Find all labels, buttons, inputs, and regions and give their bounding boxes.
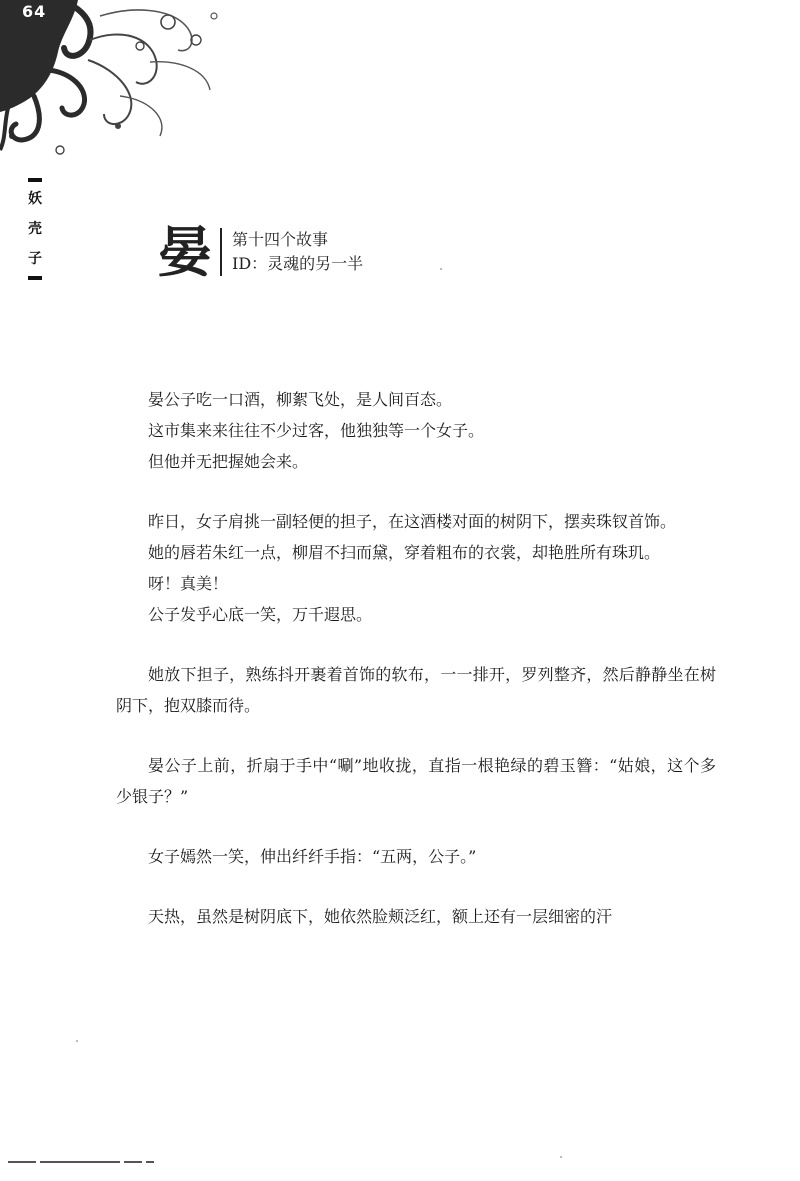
- paragraph: 但他并无把握她会来。: [148, 452, 309, 471]
- chapter-character: 晏: [158, 220, 212, 284]
- footer-rule: [8, 1160, 168, 1163]
- paragraph: 晏公子上前，折扇于手中“唰”地收拢，直指一根艳绿的碧玉簪：“姑娘，这个多少银子？”: [116, 756, 716, 806]
- footer-rule-segment: [146, 1161, 154, 1163]
- paragraph: 晏公子吃一口酒，柳絮飞处，是人间百态。: [148, 390, 453, 409]
- paragraph: 女子嫣然一笑，伸出纤纤手指：“五两，公子。”: [148, 847, 477, 866]
- paragraph: 她放下担子，熟练抖开裹着首饰的软布，一一排开，罗列整齐，然后静静坐在树阴下，抱双膝而待。: [116, 665, 716, 715]
- paragraph: 天热，虽然是树阴底下，她依然脸颊泛红，额上还有一层细密的汗: [148, 907, 613, 926]
- side-title-bracket-top: [28, 178, 42, 182]
- scan-speck: [560, 1156, 562, 1158]
- chapter-subtitle: [232, 228, 363, 276]
- chapter-number: 第十四个故事: [232, 230, 329, 249]
- scan-speck: [76, 1040, 78, 1042]
- side-title-char: 妖: [28, 191, 42, 207]
- footer-rule-segment: [124, 1161, 142, 1163]
- side-title-char: 子: [28, 251, 42, 267]
- chapter-id: ID：灵魂的另一半: [232, 254, 364, 273]
- chapter-heading: [158, 222, 363, 282]
- chapter-divider: [220, 228, 222, 276]
- footer-rule-segment: [8, 1161, 36, 1163]
- scan-speck: [440, 268, 442, 270]
- story-body: [116, 384, 716, 932]
- paragraph: 昨日，女子肩挑一副轻便的担子，在这酒楼对面的树阴下，摆卖珠钗首饰。: [148, 512, 677, 531]
- page-number: 64: [22, 2, 47, 21]
- paragraph: 呀！真美！: [148, 574, 229, 593]
- side-running-title: [20, 176, 50, 282]
- side-title-char: 壳: [28, 221, 42, 237]
- side-title-bracket-bottom: [28, 276, 42, 280]
- octopus-swirl-ornament-icon: [0, 0, 230, 170]
- paragraph: 她的唇若朱红一点，柳眉不扫而黛，穿着粗布的衣裳，却艳胜所有珠玑。: [148, 543, 661, 562]
- paragraph: 这市集来来往往不少过客，他独独等一个女子。: [148, 421, 485, 440]
- footer-rule-segment: [40, 1161, 120, 1163]
- paragraph: 公子发乎心底一笑，万千遐思。: [148, 605, 373, 624]
